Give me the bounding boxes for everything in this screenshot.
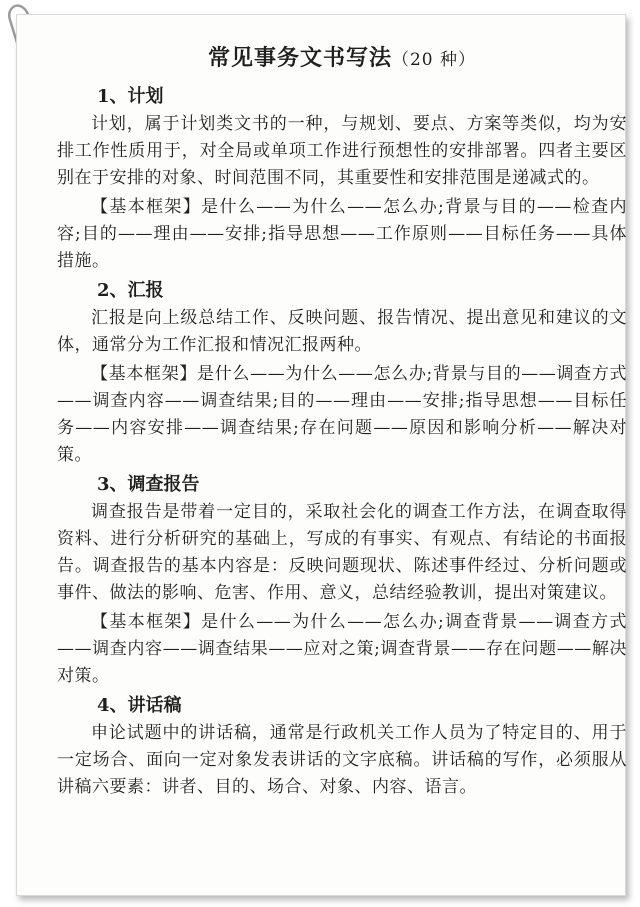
title-main: 常见事务文书写法 [207,45,392,71]
section-heading: 1、计划 [97,86,164,107]
section-paragraph: 【基本框架】是什么——为什么——怎么办;调查背景——调查方式——调查内容——调查结果——应对之策;调查背景——存在问题——解决对策。 [57,612,627,686]
section-paragraph: 【基本框架】是什么——为什么——怎么办;背景与目的——检查内容;目的——理由——安排;指导思想——工作原则——目标任务——具体措施。 [57,197,627,271]
section-paragraph: 汇报是向上级总结工作、反映问题、报告情况、提出意见和建议的文体，通常分为工作汇报和情况汇报两种。 [57,308,627,355]
title-sub: （20 种） [391,50,477,70]
document-content [57,43,627,803]
section-heading: 3、调查报告 [97,474,200,495]
section-plan [57,83,627,275]
document-sheet [16,14,626,896]
section-survey-report [57,471,627,690]
section-heading: 2、汇报 [97,280,164,301]
section-report [57,277,627,469]
page-title [57,43,627,75]
section-speech [57,692,627,801]
section-heading: 4、讲话稿 [97,695,182,716]
section-paragraph: 调查报告是带着一定目的，采取社会化的调查工作方法，在调查取得资料、进行分析研究的基础上，写成的有事实、有观点、有结论的书面报告。调查报告的基本内容是：反映问题现状、陈述事件经过、分析问题或事件、做法的影响、危害、作用、意义，总结经验教训，提出对策建议。 [57,502,627,603]
section-paragraph: 计划，属于计划类文书的一种，与规划、要点、方案等类似，均为安排工作性质用于，对全局或单项工作进行预想性的安排部署。四者主要区别在于安排的对象、时间范围不同，其重要性和安排范围是递减式的。 [57,114,627,188]
section-paragraph: 申论试题中的讲话稿，通常是行政机关工作人员为了特定目的、用于一定场合、面向一定对象发表讲话的文字底稿。讲话稿的写作，必须服从讲稿六要素：讲者、目的、场合、对象、内容、语言。 [57,723,627,797]
section-paragraph: 【基本框架】是什么——为什么——怎么办;背景与目的——调查方式——调查内容——调查结果;目的——理由——安排;指导思想——目标任务——内容安排——调查结果;存在问题——原因和影响分析——解决对策。 [57,364,627,465]
